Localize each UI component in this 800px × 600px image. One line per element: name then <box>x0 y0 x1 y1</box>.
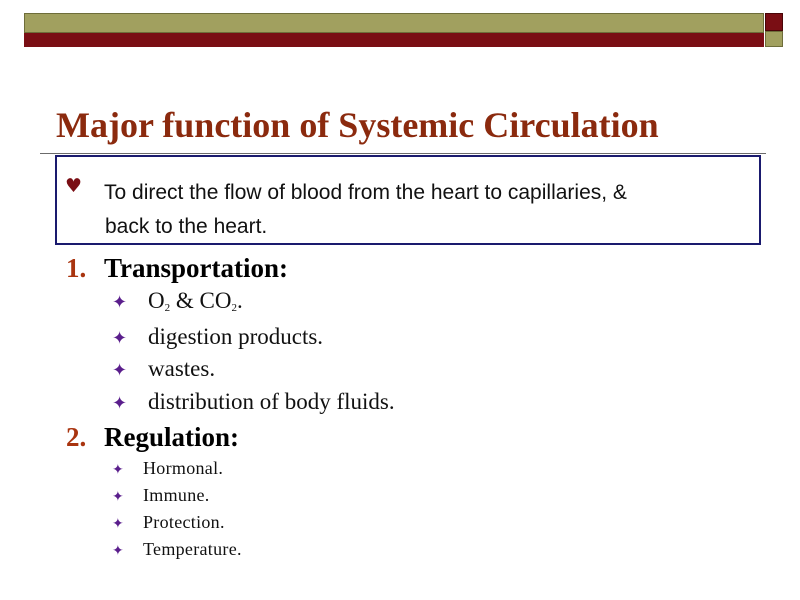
list-item <box>112 389 395 415</box>
four-point-star-icon: ✦ <box>112 462 125 478</box>
title-divider <box>40 153 766 154</box>
list-item <box>112 512 225 533</box>
list-item <box>112 458 223 479</box>
corner-square-olive <box>765 31 783 47</box>
header-bar-maroon <box>24 33 764 47</box>
intro-text <box>104 176 754 244</box>
header-bar-olive <box>24 13 764 33</box>
section-heading-regulation <box>66 422 239 453</box>
intro-line-1: To direct the flow of blood from the heart to capillaries, & <box>104 181 627 204</box>
section-title: Transportation: <box>104 253 289 283</box>
four-point-star-icon: ✦ <box>112 516 125 532</box>
four-point-star-icon: ✦ <box>112 328 128 349</box>
list-item <box>112 356 215 382</box>
item-text: distribution of body fluids. <box>148 389 395 414</box>
item-text: digestion products. <box>148 324 324 349</box>
item-text: Hormonal. <box>143 458 224 478</box>
section-number: 1. <box>66 253 87 283</box>
four-point-star-icon: ✦ <box>112 360 128 381</box>
section-number: 2. <box>66 422 87 452</box>
list-item <box>112 324 323 350</box>
list-item <box>112 539 242 560</box>
list-item <box>112 288 243 314</box>
item-text: wastes. <box>148 356 216 381</box>
slide-title: Major function of Systemic Circulation <box>56 105 659 145</box>
intro-box <box>55 155 761 245</box>
four-point-star-icon: ✦ <box>112 393 128 414</box>
section-heading-transportation <box>66 253 288 284</box>
section-title: Regulation: <box>104 422 239 452</box>
heart-icon: ♥ <box>65 175 83 197</box>
item-text: Protection. <box>143 512 225 532</box>
four-point-star-icon: ✦ <box>112 543 125 559</box>
four-point-star-icon: ✦ <box>112 489 125 505</box>
item-text: Immune. <box>143 485 210 505</box>
item-text: Temperature. <box>143 539 242 559</box>
intro-line-2: back to the heart. <box>105 215 268 238</box>
item-o2-co2: $O_2$ & $CO_2$. <box>148 288 243 314</box>
four-point-star-icon: ✦ <box>112 292 128 313</box>
list-item <box>112 485 210 506</box>
corner-square-maroon <box>765 13 783 31</box>
